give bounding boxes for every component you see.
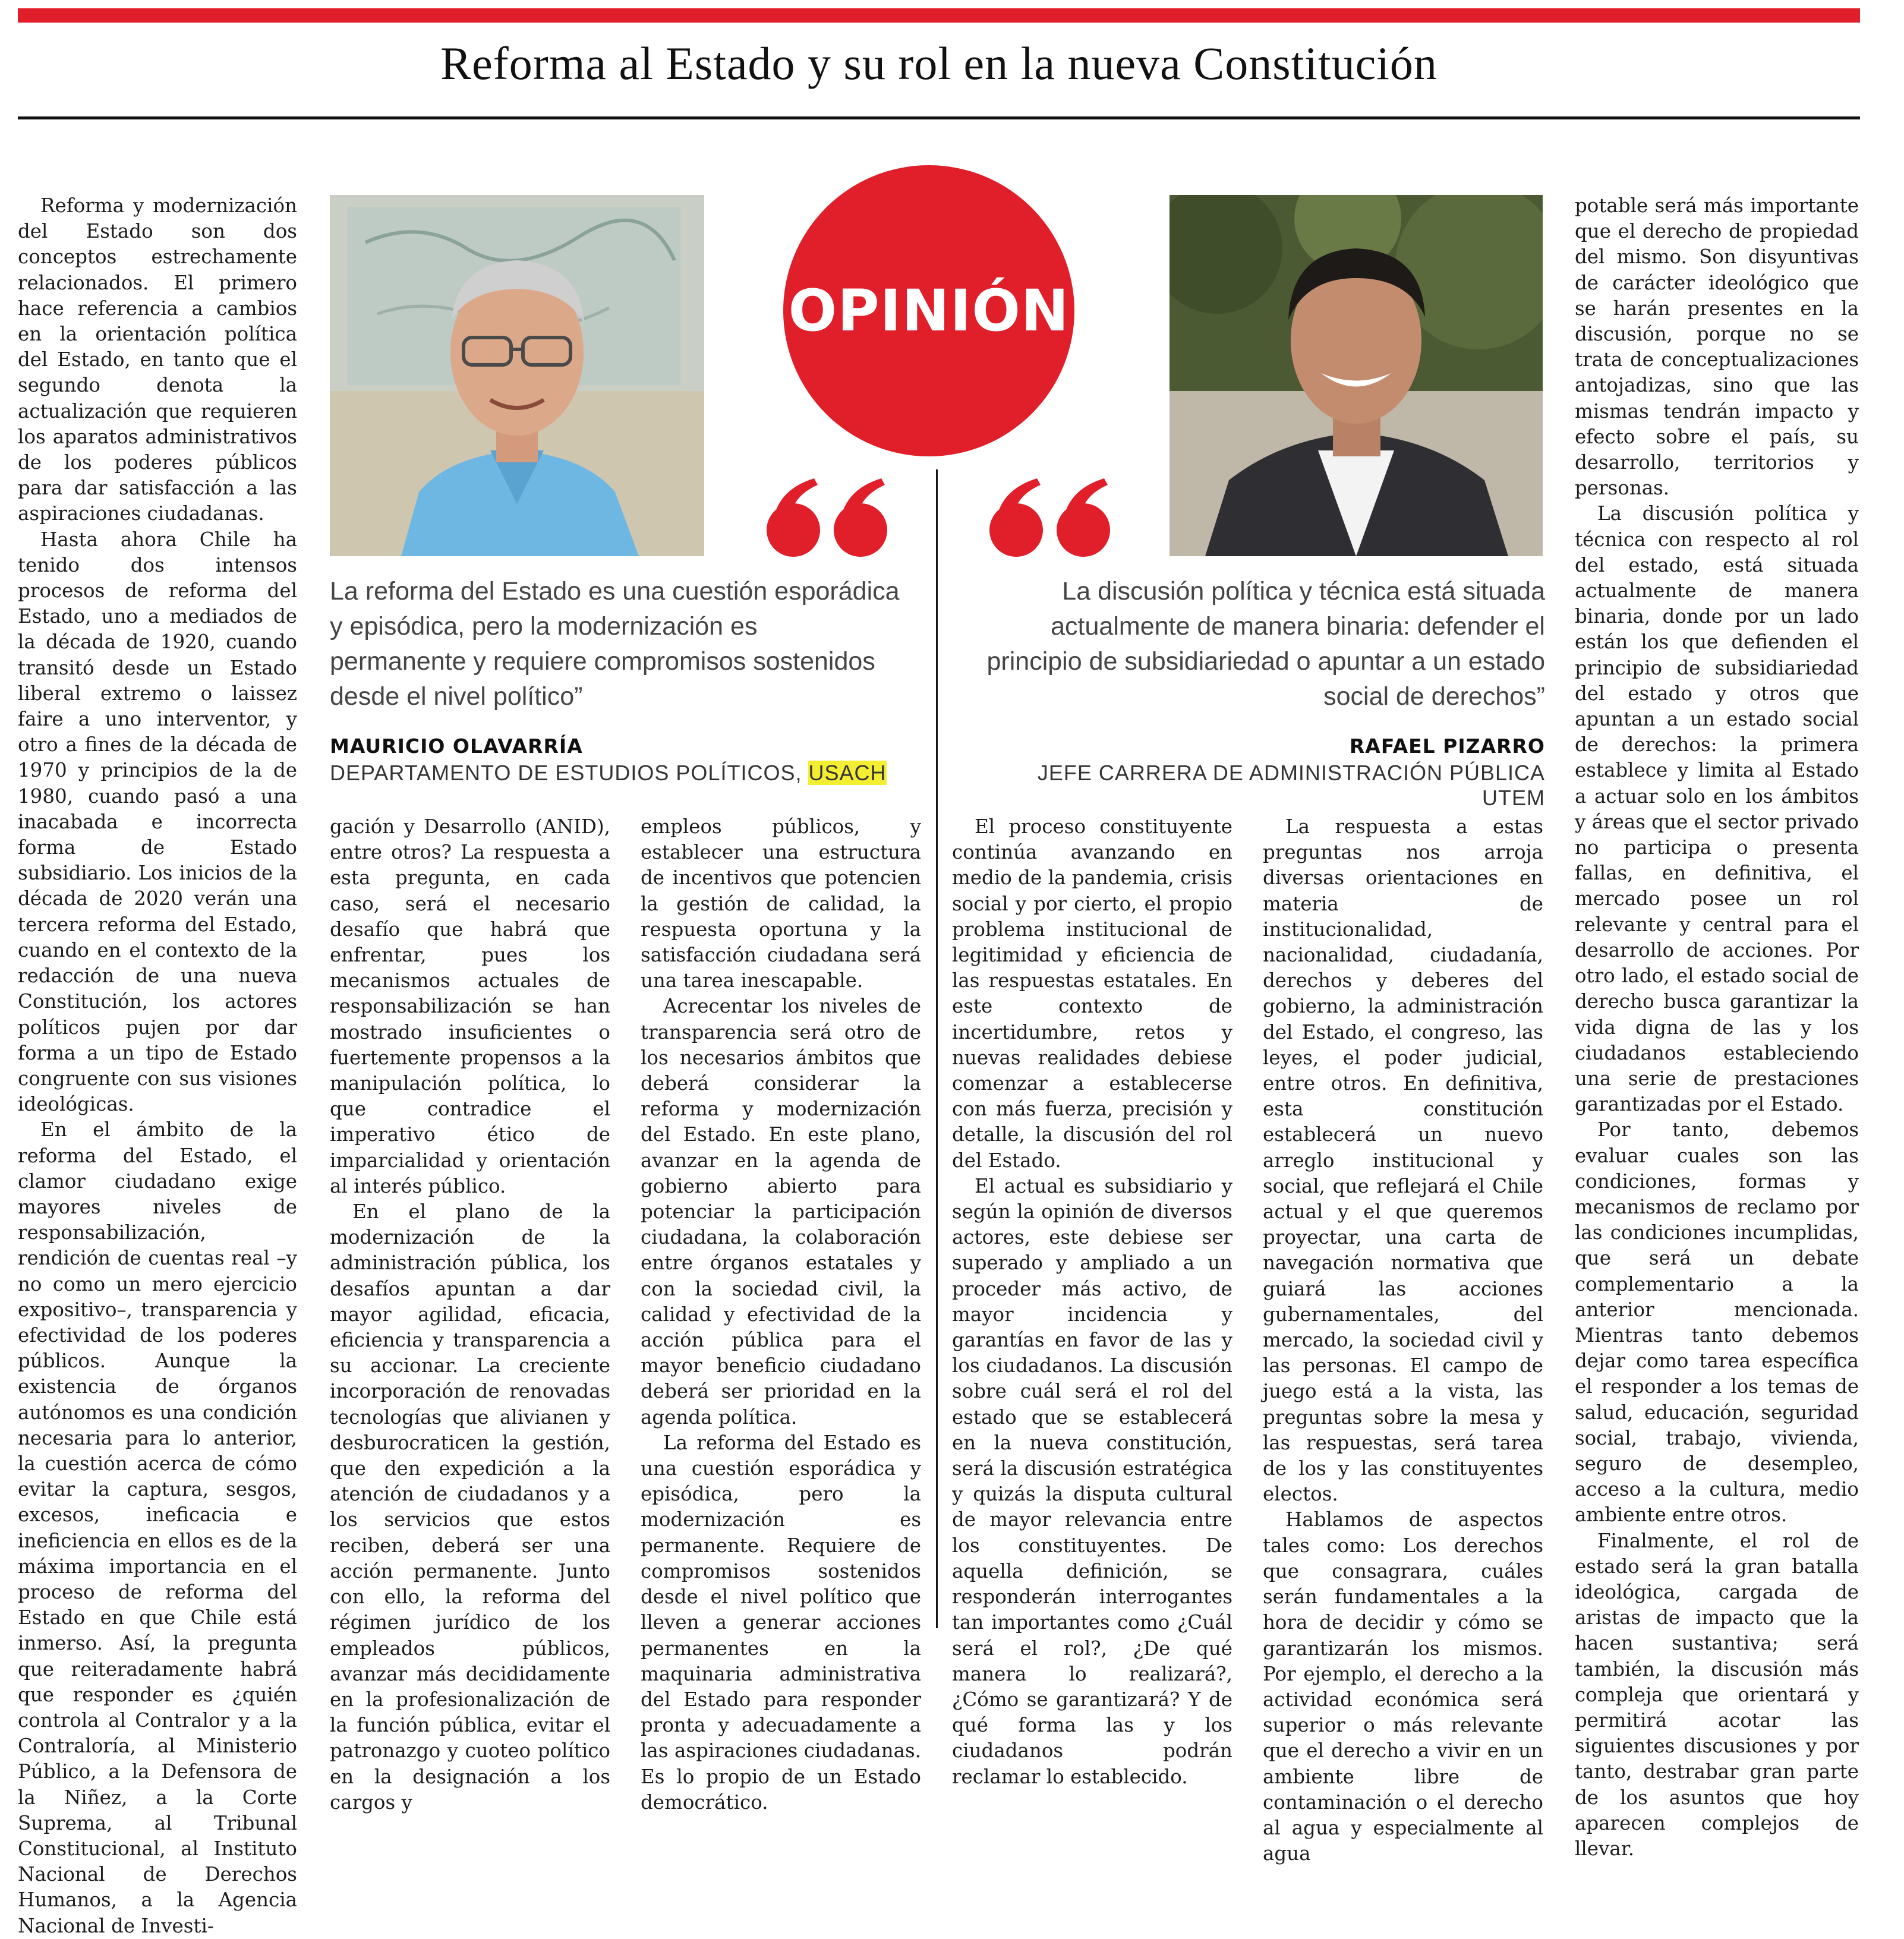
paragraph: Por tanto, debemos evaluar cuales son las condiciones, formas y mecanismos de reclamo por las condiciones incumplidas, que será un debate complementario a la anterior mencionada. Mientras tanto debemos dejar como tarea específica el responder a los temas de salud, educación, seguridad social, trabajo, vivienda, seguro de desempleo, acceso a la cultura, medio ambiente entre otros. bbox=[1575, 1118, 1859, 1527]
paragraph: La discusión política y técnica con respecto al rol del estado, está situada actualmente de manera binaria, donde por un lado están los que defienden el principio de subsidiariedad del estado y otros que apuntan a un estado social de derechos: la primera establece y limita al Estado a actuar solo en los ámbitos y áreas que el sector privado no participa o presenta fallas, en definitiva, el mercado posee un rol relevante y central para el desarrollo de acciones. Por otro lado, el estado social de derecho busca garantizar la vida digna de las y los ciudadanos estableciendo una serie de prestaciones garantizadas por el Estado. bbox=[1575, 502, 1859, 1116]
article-column-3 bbox=[641, 814, 921, 1815]
paragraph: El actual es subsidiario y según la opinión de diversos actores, este debiese ser superado y ampliado a un proceder más activo, de mayor incidencia y garantías en favor de las y los ciudadanos. La discusión sobre cuál será el rol del estado que se establecerá en la nueva constitución, será la discusión estratégica y quizás la disputa cultural de mayor relevancia entre los constituyentes. De aquella definición, se responderán interrogantes tan importantes como ¿Cuál será el rol?, ¿De qué manera lo realizará?, ¿Cómo se garantizará? Y de qué forma las y los ciudadanos podrán reclamar lo establecido. bbox=[952, 1174, 1232, 1788]
paragraph: La reforma del Estado es una cuestión esporádica y episódica, pero la modernización es permanente. Requiere de compromisos sostenidos desde el nivel político que lleven a generar acciones permanentes en la maquinaria administrativa del Estado para responder pronta y adecuadamente a las aspiraciones ciudadanas. Es lo propio de un Estado democrático. bbox=[641, 1431, 921, 1814]
title-rule bbox=[18, 116, 1860, 119]
opinion-badge bbox=[783, 165, 1074, 456]
paragraph: gación y Desarrollo (ANID), entre otros? La respuesta a esta pregunta, en cada caso, será el necesario desafío que habrá que enfrentar, pues los mecanismos actuales de responsabilización se han mostrado insuficientes o fuertemente propensos a la manipulación política, lo que contradice el imperativo ético de imparcialidad y orientación al interés público. bbox=[330, 815, 610, 1197]
article-column-1 bbox=[18, 193, 297, 1939]
paragraph: En el ámbito de la reforma del Estado, el clamor ciudadano exige mayores niveles de responsabilización, rendición de cuentas real –y no como un mero ejercicio expositivo–, transparencia y efectividad de los poderes públicos. Aunque la existencia de órganos autónomos es una condición necesaria para lo anterior, la cuestión acerca de cómo evitar la captura, sesgos, excesos, ineficacia e ineficiencia en ellos es de la máxima importancia en el proceso de reforma del Estado en que Chile está inmerso. Así, la pregunta que reiteradamente habrá que responder es ¿quién controla al Contralor y a la Contraloría, al Ministerio Público, a la Defensora de la Niñez, a la Corte Suprema, al Tribunal Constitucional, al Instituto Nacional de Derechos Humanos, a la Agencia Nacional de Investi- bbox=[18, 1118, 297, 1937]
paragraph: Hablamos de aspectos tales como: Los derechos que consagrara, cuáles serán fundamentales a la hora de decidir y cómo se garantizarán los mismos. Por ejemplo, el derecho a la actividad económica será superior o más relevante que el derecho a vivir en un ambiente libre de contaminación o el derecho al agua y especialmente al agua bbox=[1263, 1508, 1543, 1865]
page-title: Reforma al Estado y su rol en la nueva Constitución bbox=[440, 37, 1438, 89]
author-role-right: JEFE CARRERA DE ADMINISTRACIÓN PÚBLICA UTEM bbox=[1037, 761, 1545, 810]
paragraph: Hasta ahora Chile ha tenido dos intensos procesos de reforma del Estado, uno a mediados de la década de 1920, cuando transitó desde un Estado liberal extremo o laissez faire a uno interventor, y otro a fines de la década de 1970 y principios de la de 1980, cuando pasó a una inacabada e incorrecta forma de Estado subsidiario. Los inicios de la década de 2020 verán una tercera reforma del Estado, cuando en el contexto de la redacción de una nueva Constitución, los actores políticos pujen por dar forma a un tipo de Estado congruente con sus visiones ideológicas. bbox=[18, 528, 297, 1116]
article-column-4 bbox=[952, 814, 1232, 1790]
paragraph: Finalmente, el rol de estado será la gran batalla ideológica, cargada de aristas de impacto que la hacen sustantiva; será también, la discusión más compleja que orientará y permitirá acotar las siguientes discusiones y por tanto, destrabar gran parte de los asuntos que hoy aparecen complejos de llevar. bbox=[1575, 1529, 1859, 1860]
article-column-5 bbox=[1263, 814, 1543, 1867]
paragraph: El proceso constituyente continúa avanzando en medio de la pandemia, crisis social y por cierto, el propio problema institucional de legitimidad y eficiencia de las respuestas estatales. En este contexto de incertidumbre, retos y nuevas realidades debiese comenzar a establecerse con más fuerza, precisión y detalle, la discusión del rol del Estado. bbox=[952, 815, 1232, 1172]
article-column-2 bbox=[330, 814, 610, 1815]
article-column-6 bbox=[1575, 193, 1859, 1862]
paragraph: Reforma y modernización del Estado son dos conceptos estrechamente relacionados. El primero hace referencia a cambios en la orientación política del Estado, en tanto que el segundo denota la actualización que requieren los aparatos administrativos de los poderes públicos para dar satisfacción a las aspiraciones ciudadanas. bbox=[18, 194, 297, 525]
paragraph: potable será más importante que el derecho de propiedad del mismo. Son disyuntivas de carácter ideológico que se harán presentes en la discusión, porque no se trata de conceptualizaciones antojadizas, sino que las mismas tendrán impacto y efecto sobre el país, su desarrollo, territorios y personas. bbox=[1575, 194, 1859, 500]
paragraph: En el plano de la modernización de la administración pública, los desafíos apuntan a dar mayor agilidad, eficacia, eficiencia y transparencia a su accionar. La creciente incorporación de renovadas tecnologías que alivianen y desburocraticen la gestión, que den expedición a la atención de ciudadanos y a los servicios que estos reciben, deberá ser una acción permanente. Junto con ello, la reforma del régimen jurídico de los empleados públicos, avanzar más decididamente en la profesionalización de la función pública, evitar el patronazgo y cuoteo político en la designación a los cargos y bbox=[330, 1200, 610, 1814]
paragraph: La respuesta a estas preguntas nos arroja diversas orientaciones en materia de institucionalidad, nacionalidad, ciudadanía, derechos y deberes del gobierno, la administración del Estado, el congreso, las leyes, el poder judicial, entre otros. En definitiva, esta constitución establecerá un nuevo arreglo institucional y social, que reflejará el Chile actual y el que queremos proyectar, una carta de navegación normativa que guiará las acciones gubernamentales, del mercado, la sociedad civil y las personas. El campo de juego está a la vista, las preguntas sobre la mesa y las respuestas, será tarea de los y las constituyentes electos. bbox=[1263, 815, 1543, 1506]
author-role-left bbox=[330, 761, 887, 786]
author-name-left: MAURICIO OLAVARRÍA bbox=[330, 734, 583, 758]
pullquote-left: La reforma del Estado es una cuestión esporádica y episódica, pero la modernización es permanente y requiere compromisos sostenidos desde el nivel político” bbox=[330, 577, 900, 711]
open-quote-icon bbox=[983, 475, 1120, 562]
author-name-right: RAFAEL PIZARRO bbox=[1349, 734, 1545, 758]
portrait-rafael-pizarro bbox=[1169, 195, 1543, 556]
paragraph: Acrecentar los niveles de transparencia será otro de los necesarios ámbitos que deberá considerar la reforma y modernización del Estado. En este plano, avanzar en la agenda de gobierno abierto para potenciar la participación ciudadana, la colaboración entre órganos estatales y con la sociedad civil, la calidad y efectividad de la acción pública para el mayor beneficio ciudadano deberá ser prioridad en la agenda política. bbox=[641, 995, 921, 1429]
pullquote-right: La discusión política y técnica está situada actualmente de manera binaria: defender el principio de subsidiariedad o apuntar a un estado social de derechos” bbox=[986, 577, 1545, 711]
open-quote-icon bbox=[761, 475, 897, 562]
author-institution-highlight: USACH bbox=[808, 761, 887, 785]
author-department: DEPARTAMENTO DE ESTUDIOS POLÍTICOS, bbox=[330, 761, 802, 785]
opinion-label: OPINIÓN bbox=[788, 278, 1070, 344]
portrait-mauricio-olavarria bbox=[330, 195, 704, 556]
paragraph: empleos públicos, y establecer una estructura de incentivos que potencien la gestión de calidad, la respuesta oportuna y la satisfacción ciudadana será una tarea inescapable. bbox=[641, 815, 921, 992]
top-red-rule bbox=[18, 8, 1860, 23]
column-divider bbox=[936, 469, 938, 1628]
